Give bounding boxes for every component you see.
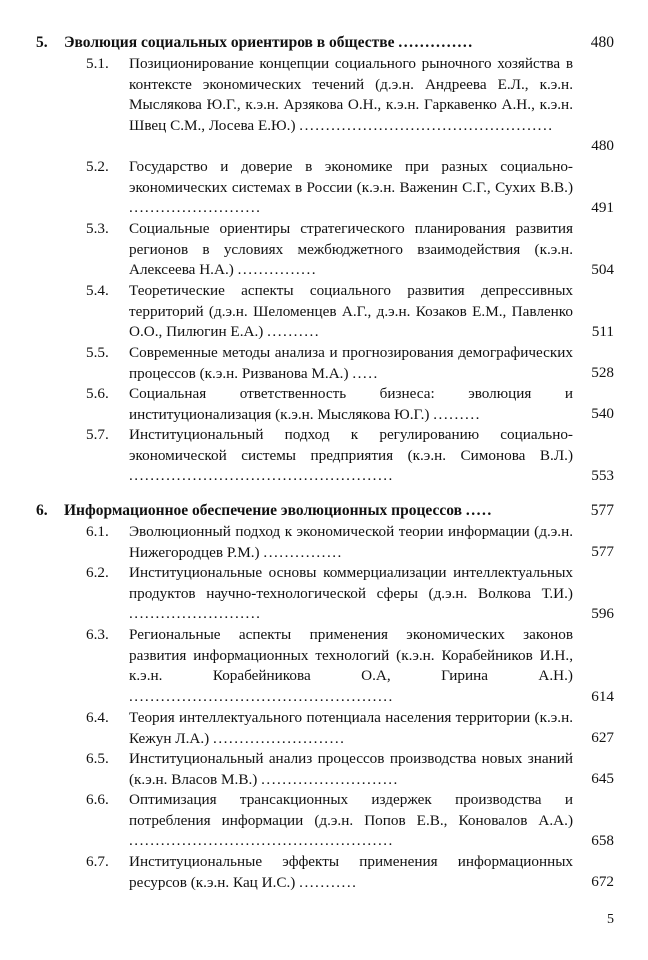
- section-title-text: Социальные ориентиры стратегического планирования развития регионов в условиях межбюджетного взаимодействия (к.э.н. Алексеева Н.А.): [129, 220, 573, 279]
- page-number: 627: [591, 729, 614, 746]
- section-number: 6.3.: [86, 626, 109, 643]
- section-number: 6.7.: [86, 853, 109, 870]
- dot-leader: ..................................................: [129, 687, 394, 705]
- section-title-text: Теоретические аспекты социального развития депрессивных территорий (д.э.н. Шеломенцев А.Г., д.э.н. Козаков Е.М., Павленко О.О., Пилюгин Е.А.): [129, 282, 573, 341]
- toc-entry: [86, 425, 614, 488]
- chapter-title: [64, 32, 474, 54]
- section-title: [129, 790, 573, 852]
- section-title: [129, 708, 573, 749]
- dot-leader: .....: [352, 364, 379, 382]
- section-title: [129, 522, 573, 563]
- toc-entry: [86, 54, 614, 158]
- dot-leader: .....: [465, 502, 493, 519]
- section-number: 5.6.: [86, 385, 109, 402]
- chapter-number: 5.: [36, 34, 48, 51]
- toc-entry: [86, 749, 614, 791]
- section-title: [129, 749, 573, 790]
- chapter-number: 6.: [36, 502, 48, 519]
- section-number: 6.1.: [86, 523, 109, 540]
- dot-leader: ...............: [237, 261, 318, 279]
- section-title: [129, 54, 573, 136]
- section-title: [129, 852, 573, 893]
- page-number: 577: [590, 502, 614, 519]
- section-number: 5.7.: [86, 426, 109, 443]
- chapter-title: [64, 500, 493, 522]
- section-number: 6.2.: [86, 564, 109, 581]
- page-number: 596: [591, 605, 614, 622]
- toc-entry: [86, 343, 614, 385]
- page-number: 511: [591, 323, 614, 340]
- section-title-text: Региональные аспекты применения экономических законов развития информационных технологий (к.э.н. Корабейников И.Н., к.э.н. Корабейникова О.А, Гирина А.Н.): [129, 626, 573, 685]
- chapter-6-heading: [36, 500, 614, 522]
- section-title: [129, 625, 573, 707]
- toc-entry: [86, 157, 614, 220]
- section-number: 5.2.: [86, 158, 109, 175]
- section-title-text: Государство и доверие в экономике при разных социально-экономических системах в России (к.э.н. Важенин С.Г., Сухих В.В.): [129, 158, 573, 196]
- dot-leader: ................................................: [299, 116, 554, 134]
- section-title-text: Современные методы анализа и прогнозирования демографических процессов (к.э.н. Ризванова М.А.): [129, 344, 573, 382]
- toc-entry: [86, 281, 614, 344]
- section-title-text: Позиционирование концепции социального рыночного хозяйства в контексте экономических течений (д.э.н. Андреева Е.Л., к.э.н. Мыслякова Ю.Г., к.э.н. Арзякова О.Н., к.э.н. Гаркавенко А.Н., к.э.н. Швец С.М., Лосева Е.Ю.): [129, 55, 573, 134]
- chapter-title-text: Информационное обеспечение эволюционных процессов: [64, 502, 462, 519]
- toc-entry: [86, 219, 614, 282]
- section-title-text: Социальная ответственность бизнеса: эволюция и институционализация (к.э.н. Мыслякова Ю.Г.): [129, 385, 573, 423]
- section-title-text: Институциональные основы коммерциализации интеллектуальных продуктов научно-технологической сферы (д.э.н. Волкова Т.И.): [129, 564, 573, 602]
- section-title: [129, 157, 573, 219]
- section-title-text: Теория интеллектуального потенциала населения территории (к.э.н. Кежун Л.А.): [129, 709, 573, 747]
- section-title: [129, 425, 573, 487]
- section-number: 5.4.: [86, 282, 109, 299]
- page-number: 645: [591, 770, 614, 787]
- chapter-5-heading: [36, 32, 614, 54]
- footer-page-number: 5: [607, 912, 614, 927]
- section-number: 5.5.: [86, 344, 109, 361]
- page-number: 553: [591, 467, 614, 484]
- section-title: [129, 563, 573, 625]
- section-title-text: Эволюционный подход к экономической теории информации (д.э.н. Нижегородцев Р.М.): [129, 523, 573, 561]
- dot-leader: .........................: [129, 199, 262, 217]
- section-title: [129, 343, 573, 384]
- dot-leader: ..........................: [261, 770, 399, 788]
- dot-leader: .........................: [129, 605, 262, 623]
- page-number: 480: [591, 137, 614, 154]
- toc-entry: [86, 790, 614, 853]
- section-title-text: Оптимизация трансакционных издержек производства и потребления информации (д.э.н. Попов Е.В., Коновалов А.А.): [129, 791, 573, 829]
- page-number: 480: [590, 34, 614, 51]
- section-number: 5.1.: [86, 55, 109, 72]
- section-number: 6.4.: [86, 709, 109, 726]
- page-number: 491: [591, 199, 614, 216]
- section-title-text: Институциональный анализ процессов производства новых знаний (к.э.н. Власов М.В.): [129, 750, 573, 788]
- toc-entry: [86, 522, 614, 564]
- chapter-title-text: Эволюция социальных ориентиров в обществе: [64, 34, 395, 51]
- toc-entry: [86, 852, 614, 894]
- dot-leader: ...............: [263, 543, 343, 561]
- dot-leader: ..................................................: [129, 832, 394, 850]
- toc-entry: [86, 563, 614, 626]
- toc-entry: [86, 708, 614, 750]
- dot-leader: .........: [433, 405, 481, 423]
- dot-leader: ..........: [267, 323, 321, 341]
- page-number: 540: [591, 405, 614, 422]
- section-title-text: Институциональный подход к регулированию социально-экономической системы предприятия (к.э.н. Симонова В.Л.): [129, 426, 573, 464]
- page-number: 577: [591, 543, 614, 560]
- section-number: 6.5.: [86, 750, 109, 767]
- page-number: 528: [591, 364, 614, 381]
- dot-leader: ..................................................: [129, 467, 394, 485]
- page-number: 504: [591, 261, 614, 278]
- dot-leader: ...........: [299, 873, 358, 891]
- dot-leader: ..............: [398, 34, 474, 51]
- page-number: 672: [591, 873, 614, 890]
- page-number: 658: [591, 832, 614, 849]
- section-number: 6.6.: [86, 791, 109, 808]
- section-title-text: Институциональные эффекты применения информационных ресурсов (к.э.н. Кац И.С.): [129, 853, 573, 891]
- toc-entry: [86, 625, 614, 709]
- page-number: 614: [591, 688, 614, 705]
- toc-entry: [86, 384, 614, 426]
- dot-leader: .........................: [213, 729, 346, 747]
- section-title: [129, 384, 573, 425]
- section-title: [129, 281, 573, 343]
- section-number: 5.3.: [86, 220, 109, 237]
- section-title: [129, 219, 573, 281]
